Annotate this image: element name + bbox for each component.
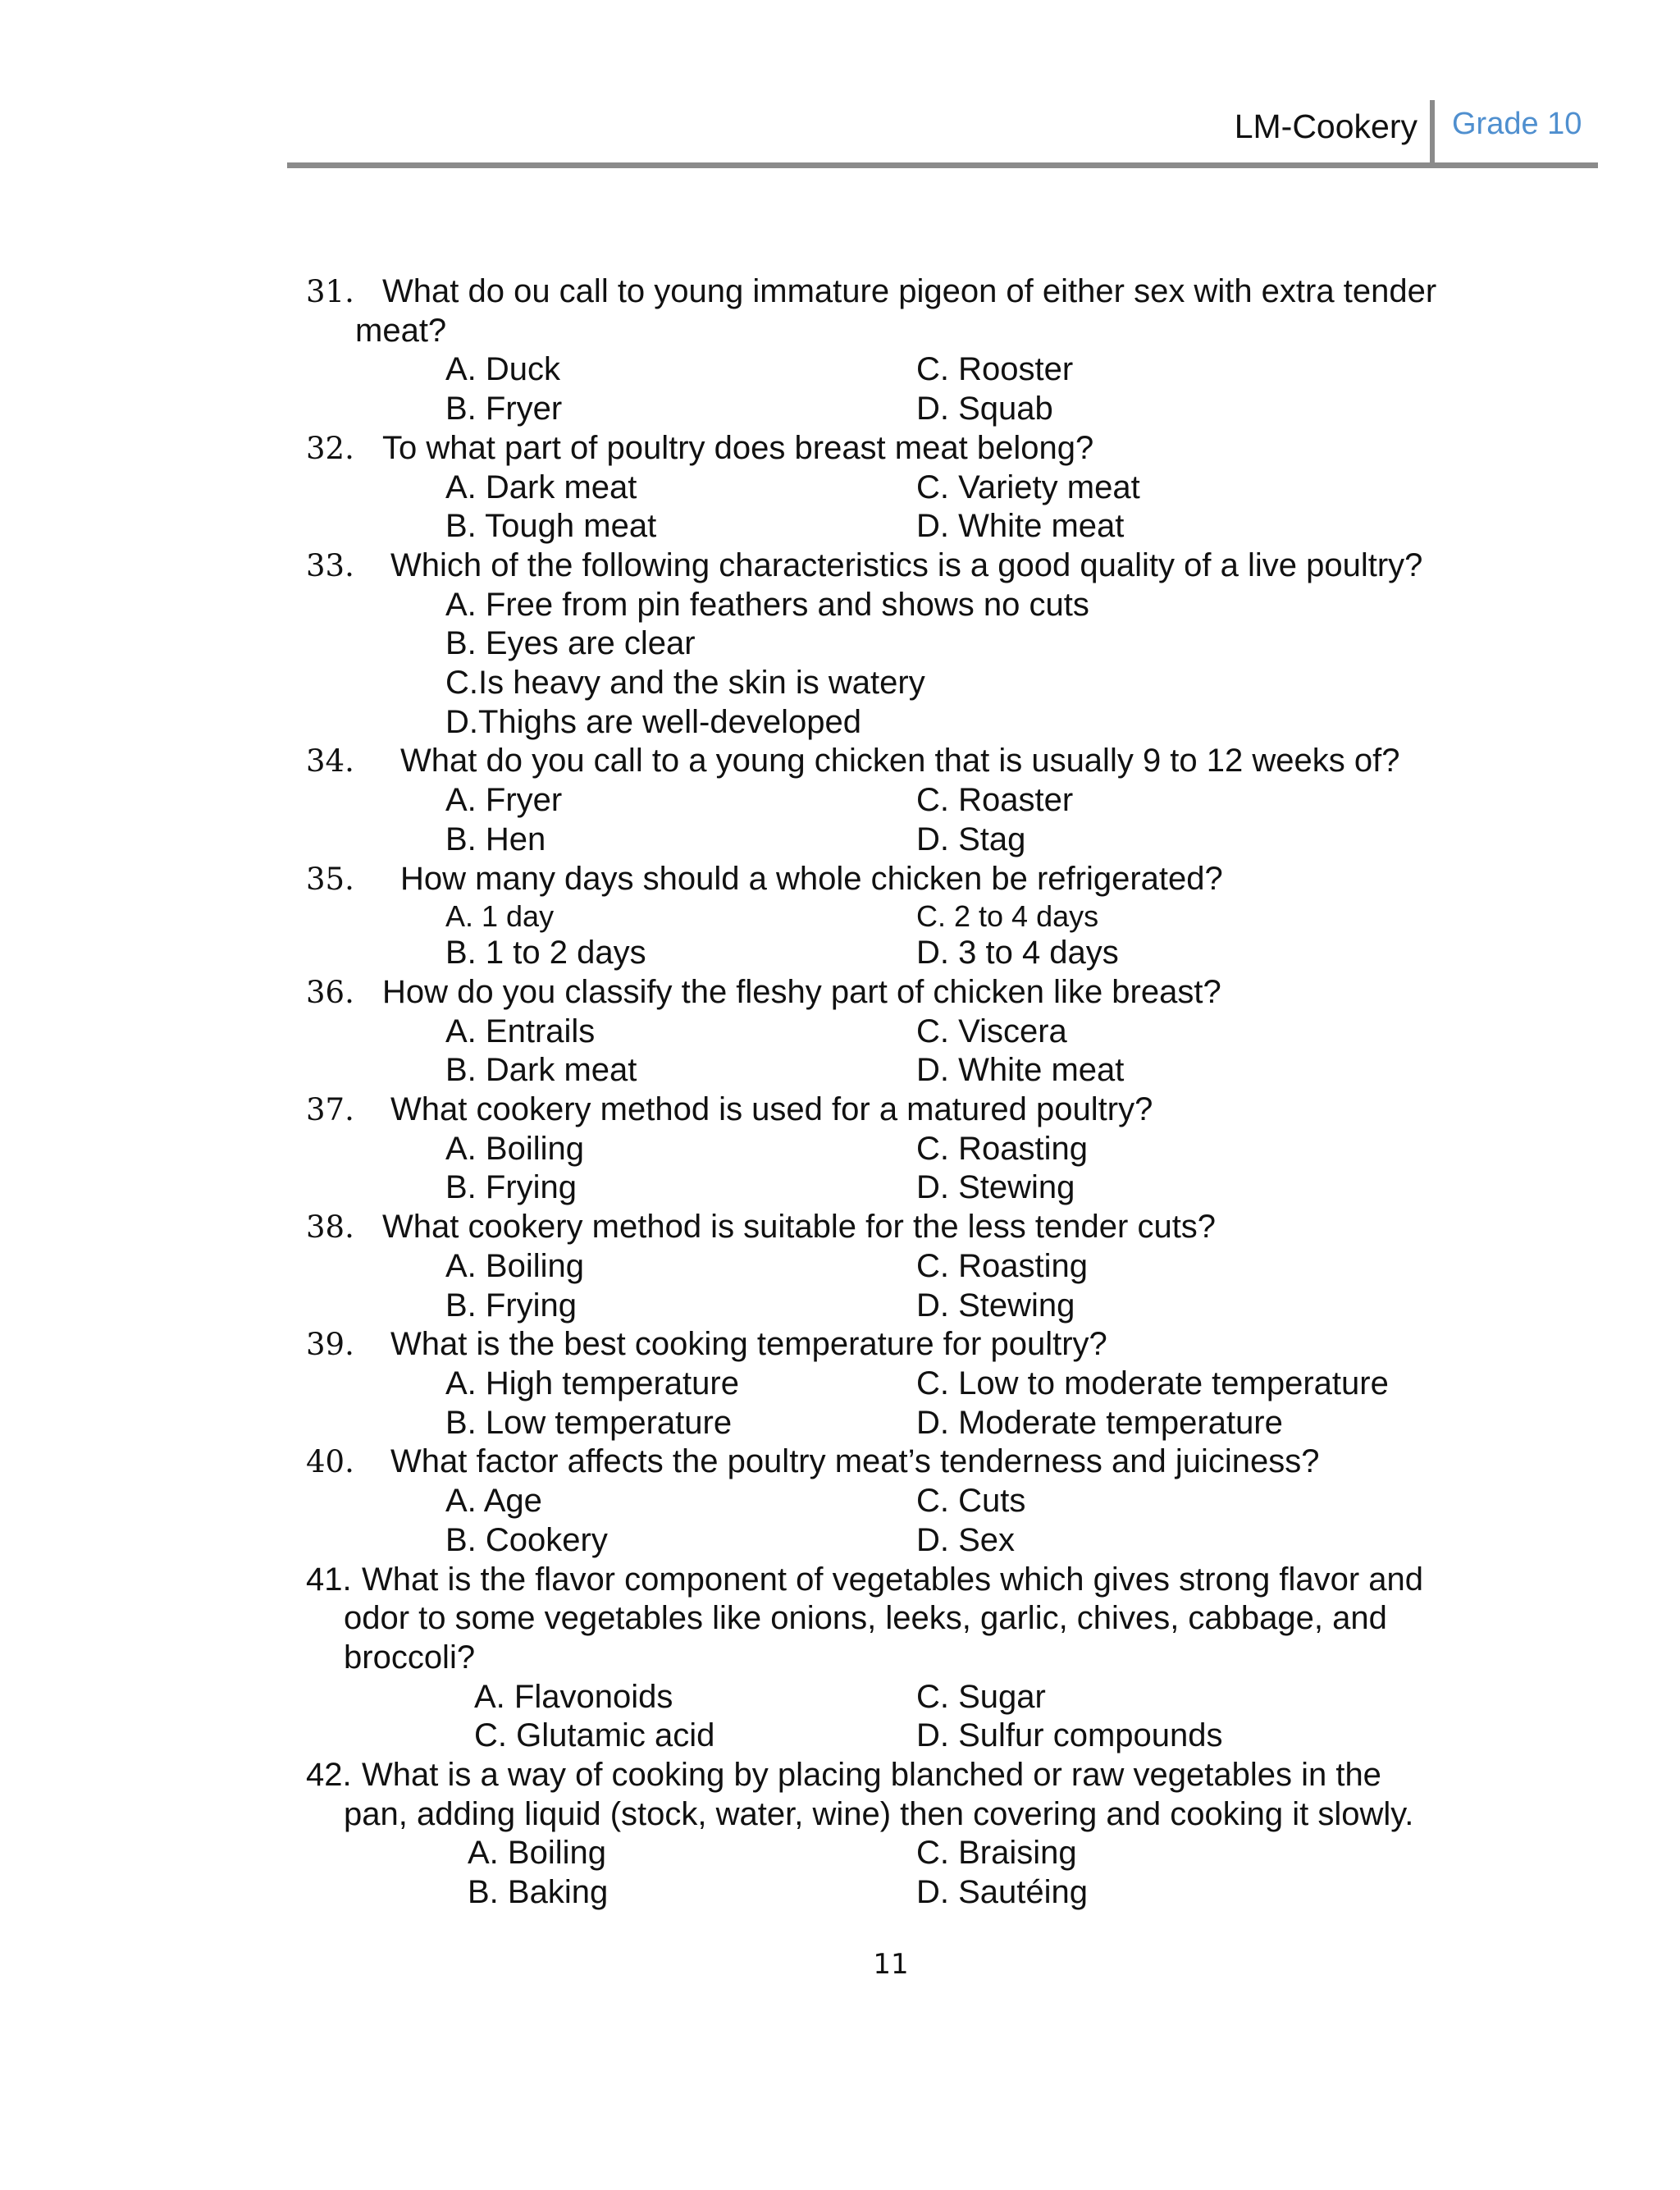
question-text-continued: pan, adding liquid (stock, water, wine) then covering and cooking it slowly.	[344, 1795, 1414, 1832]
option-d: D. Sex	[916, 1521, 1016, 1558]
answer-options	[0, 469, 1680, 546]
answer-options	[0, 1130, 1680, 1208]
question-number: 39.	[306, 1327, 354, 1363]
question-text: How many days should a whole chicken be refrigerated?	[400, 860, 1223, 897]
answer-options	[0, 1834, 1680, 1912]
option-a: A. Boiling	[445, 1247, 584, 1284]
question-text-continued: broccoli?	[344, 1639, 476, 1676]
page-header	[287, 97, 1598, 172]
option-d: D. Squab	[916, 391, 1053, 427]
page-number: 11	[873, 1948, 909, 1981]
question-39	[0, 1325, 1680, 1442]
question-number: 34.	[306, 743, 354, 780]
option-c: C. Variety meat	[916, 469, 1140, 505]
question-34	[0, 742, 1680, 859]
question-text-continued: odor to some vegetables like onions, leeks, garlic, chives, cabbage, and	[344, 1600, 1387, 1637]
question-number: 40.	[306, 1444, 354, 1480]
question-text: What is the flavor component of vegetables which gives strong flavor and	[362, 1561, 1424, 1598]
question-number: 41.	[306, 1561, 352, 1598]
answer-options	[0, 1365, 1680, 1442]
option-a: A. 1 day	[445, 899, 555, 934]
option-d: D. Stewing	[916, 1169, 1075, 1206]
option-b: B. Frying	[445, 1169, 578, 1206]
question-number: 37.	[306, 1092, 354, 1128]
question-number: 38.	[306, 1209, 354, 1246]
option-d: D.Thighs are well-developed	[445, 703, 861, 740]
option-c: C. Roasting	[916, 1130, 1088, 1167]
option-b: B. Hen	[445, 821, 546, 857]
option-c: C. Roaster	[916, 782, 1074, 819]
option-d: D. White meat	[916, 1052, 1125, 1089]
option-b: B. Low temperature	[445, 1404, 733, 1441]
question-text-continued: meat?	[355, 312, 447, 349]
option-a: A. Boiling	[445, 1130, 584, 1167]
header-divider	[1430, 100, 1435, 166]
question-text: What is the best cooking temperature for poultry?	[390, 1326, 1107, 1363]
option-a: A. Dark meat	[445, 469, 637, 505]
answer-options-row-2	[0, 934, 1680, 973]
option-d: D. Stag	[916, 821, 1026, 857]
option-b: B. Eyes are clear	[445, 625, 696, 662]
question-number: 32.	[306, 430, 354, 466]
option-a: A. Entrails	[445, 1013, 596, 1049]
option-c: C. Low to moderate temperature	[916, 1365, 1389, 1401]
question-38	[0, 1208, 1680, 1325]
option-d: D. Stewing	[916, 1287, 1075, 1324]
header-grade: Grade 10	[1452, 107, 1582, 141]
option-b: B. Frying	[445, 1287, 578, 1324]
option-d: D. Sautéing	[916, 1874, 1089, 1911]
question-32	[0, 429, 1680, 546]
question-text: What cookery method is suitable for the less tender cuts?	[382, 1209, 1217, 1246]
answer-options	[0, 1247, 1680, 1325]
option-a: A. Fryer	[445, 782, 563, 819]
question-number: 33.	[306, 547, 354, 583]
header-rule	[287, 162, 1598, 168]
option-b: B. Tough meat	[445, 508, 657, 545]
question-text: What do ou call to young immature pigeon of either sex with extra tender	[382, 273, 1437, 309]
question-text: Which of the following characteristics is a good quality of a live poultry?	[390, 546, 1423, 583]
answer-options	[0, 1482, 1680, 1560]
option-a: A. Age	[445, 1483, 542, 1520]
option-c: C. 2 to 4 days	[916, 899, 1099, 934]
question-number: 42.	[306, 1757, 352, 1794]
question-33	[0, 546, 1680, 743]
option-a: A. Duck	[445, 351, 561, 388]
option-c: C. Cuts	[916, 1483, 1026, 1520]
answer-options	[0, 1013, 1680, 1090]
question-41	[0, 1561, 1680, 1757]
option-c: C.Is heavy and the skin is watery	[445, 665, 925, 702]
question-text: What cookery method is used for a matured poultry?	[390, 1091, 1153, 1128]
question-40	[0, 1442, 1680, 1560]
option-b: B. Baking	[468, 1874, 609, 1911]
option-c: C. Sugar	[916, 1678, 1046, 1715]
question-text: What factor affects the poultry meat’s tenderness and juiciness?	[390, 1443, 1320, 1480]
question-number: 31.	[306, 274, 354, 309]
question-42	[0, 1756, 1680, 1913]
option-b: B. Cookery	[445, 1521, 608, 1558]
option-a: A. Flavonoids	[474, 1678, 673, 1715]
option-a: A. High temperature	[445, 1365, 739, 1401]
question-31	[0, 272, 1680, 429]
option-b: B. 1 to 2 days	[445, 935, 646, 972]
answer-options	[0, 586, 1680, 743]
option-d: D. Moderate temperature	[916, 1404, 1283, 1441]
option-a: A. Boiling	[468, 1835, 606, 1872]
question-36	[0, 973, 1680, 1090]
question-text: How do you classify the fleshy part of chicken like breast?	[382, 973, 1221, 1010]
option-c-second: C. Glutamic acid	[474, 1717, 715, 1754]
question-text: What do you call to a young chicken that is usually 9 to 12 weeks of?	[400, 743, 1400, 780]
question-35	[0, 860, 1680, 973]
answer-options	[0, 781, 1680, 859]
option-d: D. Sulfur compounds	[916, 1717, 1223, 1754]
answer-options	[0, 350, 1680, 428]
option-b: B. Dark meat	[445, 1052, 637, 1089]
answer-options	[0, 898, 1680, 934]
question-number: 35.	[306, 861, 354, 897]
option-c: C. Braising	[916, 1835, 1077, 1872]
question-text: What is a way of cooking by placing blanched or raw vegetables in the	[362, 1757, 1381, 1794]
question-number: 36.	[306, 974, 354, 1010]
question-list	[0, 272, 1680, 1913]
question-text: To what part of poultry does breast meat belong?	[382, 429, 1094, 466]
option-a: A. Free from pin feathers and shows no cuts	[445, 586, 1089, 623]
option-b: B. Fryer	[445, 391, 563, 427]
option-d: D. 3 to 4 days	[916, 935, 1119, 972]
question-37	[0, 1090, 1680, 1208]
answer-options	[0, 1678, 1680, 1756]
option-c: C. Rooster	[916, 351, 1074, 388]
option-d: D. White meat	[916, 508, 1125, 545]
header-title: LM-Cookery	[1234, 107, 1418, 145]
option-c: C. Roasting	[916, 1247, 1088, 1284]
option-c: C. Viscera	[916, 1013, 1067, 1049]
